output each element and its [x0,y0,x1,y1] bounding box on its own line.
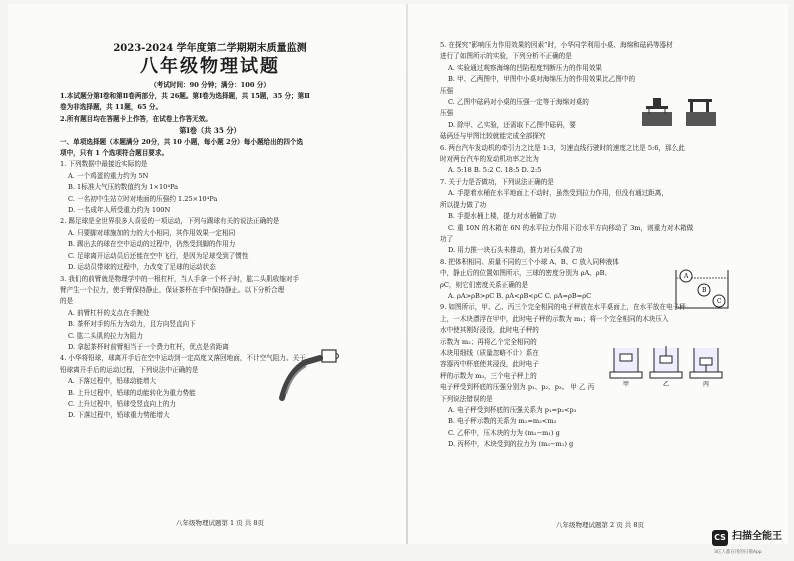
question-line: A. 实验通过观察海绵的凹陷程度判断压力的作用效果 [448,63,603,72]
instruction-line: 2.所有题目均在答题卡上作答，在试卷上作答无效。 [60,114,212,123]
question-line: D. 下落过程中，铅球重力势能增大 [68,411,170,420]
three-balls-figure [674,266,730,310]
question-line: B. 上升过程中，铅球的动能转化为重力势能 [68,388,196,397]
pressure-experiment-figure [640,94,724,128]
scanner-name: 扫描全能王 [732,531,782,542]
exam-meta: （考试时间：90 分钟；满分：100 分） [150,81,270,89]
question-line: 时对两台汽车的发动机功率之比为 [440,155,539,164]
page-footer-left: 八年级物理试题第 1 页 共 8页 [175,519,265,527]
section-heading: 一、单项选择题（本题满分 20分，共 10 小题，每小题 2分）每小题给出的四个选 [60,137,304,146]
question-line: D. 丙杯中，木块受到的拉力为 (m₃−m₁) g [448,440,574,449]
question-line: A. 下落过程中，铅球动能增大 [68,377,157,386]
ball-label: A [684,273,689,280]
question-line: 4. 小华将铅球，球离开手后在空中运动到一定高度又落回地面，不计空气阻力。关于 [60,354,306,363]
question-line: 示数为 m₂；再将乙个完全相同的 [440,337,537,346]
question-line: 3. 我们的前臂就是物理学中的一根杠杆，当人手拿一个杯子时，肱二头肌收缩对手 [60,274,300,283]
question-line: 容器丙中杯底使其浸没，此时电子 [440,360,539,369]
question-line: 砝码还与甲图比较就能完成全部探究 [440,132,546,141]
question-line: 7. 关于力是否做功，下列说法正确的是 [440,177,554,186]
question-line: C. 上升过程中，铅球受竖直向上的力 [68,399,176,408]
question-line: 压强 [440,109,454,118]
page-crease [406,4,408,544]
question-line: A. 电子秤受到杯底的压强关系为 p₁=p₂<p₃ [448,406,577,414]
question-line: D. 拿起茶杯时前臂相当于一个费力杠杆，优点是省距离 [68,342,229,351]
beaker-label: 丙 [703,381,710,388]
question-line: 木块用细线（质量忽略不计）系在 [440,348,539,357]
question-line: A. 前臂杠杆的支点在手腕处 [68,308,150,317]
question-line: C. 乙杯中，压木块的力为 (m₂−m₁) g [448,428,560,437]
scanner-tagline: 3亿人都在用的扫描App [714,550,762,555]
question-line: B. 甲、乙两图中，甲图中小桌对海绵压力的作用效果比乙图中的 [448,75,636,84]
question-line: 6. 两台汽车发动机的牵引力之比是 1:3，匀速直线行驶时的速度之比是 5:6，那么此 [440,143,685,152]
exam-term: 2023-2024 学年度第二学期期末质量监测 [113,43,307,54]
question-line: A. 手提着水桶在水平地面上不动时，虽然受到拉力作用，但没有通过距离， [448,189,668,198]
page-footer-right: 八年级物理试题第 2 页 共 8页 [555,521,645,529]
question-line: C. 乙图中砝码对小桌的压强一定等于海绵对桌的 [448,98,589,107]
question-line: 2. 踢足球是全世界很多人喜爱的一项运动，下列与踢球有关的说法正确的是 [60,217,280,226]
question-line: 中，静止后的位置如图所示，三球的密度分别为 ρA、ρB、 [440,269,612,278]
section-heading: 项中，只有 1 个选项符合题目要求。 [60,149,169,158]
question-line: B. 茶杯对手的压力为动力，且方向竖直向下 [68,320,196,329]
question-line: 5. 在探究“影响压力作用效果的因素”时，小华同学利用小桌、海绵和砝码等器材 [440,41,673,49]
question-line: B. 手提水桶上楼，提力对水桶做了功 [448,212,556,221]
question-line: 秤的示数为 m₃，三个电子秤上的 [440,371,537,380]
question-line: 下列说法错误的是 [440,394,493,403]
question-line: C. 足球离开运动员后还能在空中飞行，是因为足球受到了惯性 [68,251,249,260]
question-line: 压强 [440,86,454,95]
question-line: 所以提力做了功 [440,200,487,209]
ball-label: B [702,287,707,294]
question-line: D. 一名成年人所受重力约为 100N [68,206,171,215]
scanner-logo-icon: CS [712,530,728,546]
part-title: 第Ⅰ卷（共 35 分） [179,126,241,136]
question-line: 电子秤受到杯底的压强分别为 p₁、p₂、p₃。 甲 乙 丙 [440,383,595,392]
question-line: D. 除甲、乙实验，还需取下乙图中砝码，要 [448,120,576,129]
question-line: A. 只要脚对球施加的力的大小相同，其作用效果一定相同 [68,228,236,237]
question-line: C. 重 10N 的木箱在 6N 的水平拉力作用下沿水平方向移动了 3m，则重力对木箱做 [448,223,694,232]
question-line: 上，一木块漂浮在甲中，此时电子秤的示数为 m₁；将一个完全相同的木块压入 [440,314,669,323]
exam-sheet [8,4,788,544]
beaker-label: 甲 [623,381,630,388]
question-line: 进行了如图所示的实验，下列分析不正确的是 [440,52,572,61]
question-line: C. 肱二头肌的拉力为阻力 [68,331,143,340]
question-line: B. 电子秤示数的关系为 m₁=m₂<m₃ [448,417,557,426]
question-line: C. 一名初中生站立时对地面的压强约 1.25×10⁴Pa [68,194,218,203]
question-line: A. ρA>ρB>ρC B. ρA<ρB<ρC C. ρA=ρB=ρC [448,291,592,300]
question-line: 9. 如图所示，甲、乙、丙三个完全相同的电子秤放在水平桌面上，在水平放在电子秤 [440,303,686,312]
question-line: 1. 下列数据中最接近实际的是 [60,160,148,169]
question-line: A. 一个鸡蛋的重力约为 5N [68,171,149,180]
question-line: A. 5:18 B. 5:2 C. 18:5 D. 2:5 [448,166,542,175]
scale-beakers-figure [608,344,728,388]
scanner-watermark [710,528,794,561]
question-line: 臂产生一个拉力，使手臂保持静止，保证茶杯在手中保持静止。以下分析合理 [60,285,285,294]
question-line: 水中使其刚好浸没，此时电子秤的 [440,326,539,335]
ball-label: C [717,298,722,305]
instruction-line: 卷为非选择题，共 11题，65 分。 [60,103,163,112]
question-line: D. 用力推一块石头未推动，推力对石头做了功 [448,246,583,255]
arm-lever-figure [276,342,356,402]
question-line: D. 运动员带球的过程中，力改变了足球的运动状态 [68,263,216,272]
exam-title: 八年级物理试题 [140,56,280,77]
question-line: B. 1标准大气压的数值约为 1×10⁴Pa [68,183,179,192]
question-line: 功了 [440,234,454,243]
question-line: 8. 把体积相同、质量不同的三个小球 A、B、C 放入同种液体 [440,257,619,266]
instruction-line: 1.本试题分第Ⅰ卷和第Ⅱ卷两部分，共 26题。第Ⅰ卷为选择题，共 15题，35 分；第Ⅱ [60,92,310,100]
question-line: B. 踢出去的球在空中运动的过程中，仍然受到脚的作用力 [68,240,236,249]
question-line: 铅球离开手后的运动过程，下列说法中正确的是 [60,365,199,374]
question-line: ρC，则它们密度关系正确的是 [440,280,529,289]
question-line: 的是 [60,297,74,306]
beaker-label: 乙 [663,381,670,388]
